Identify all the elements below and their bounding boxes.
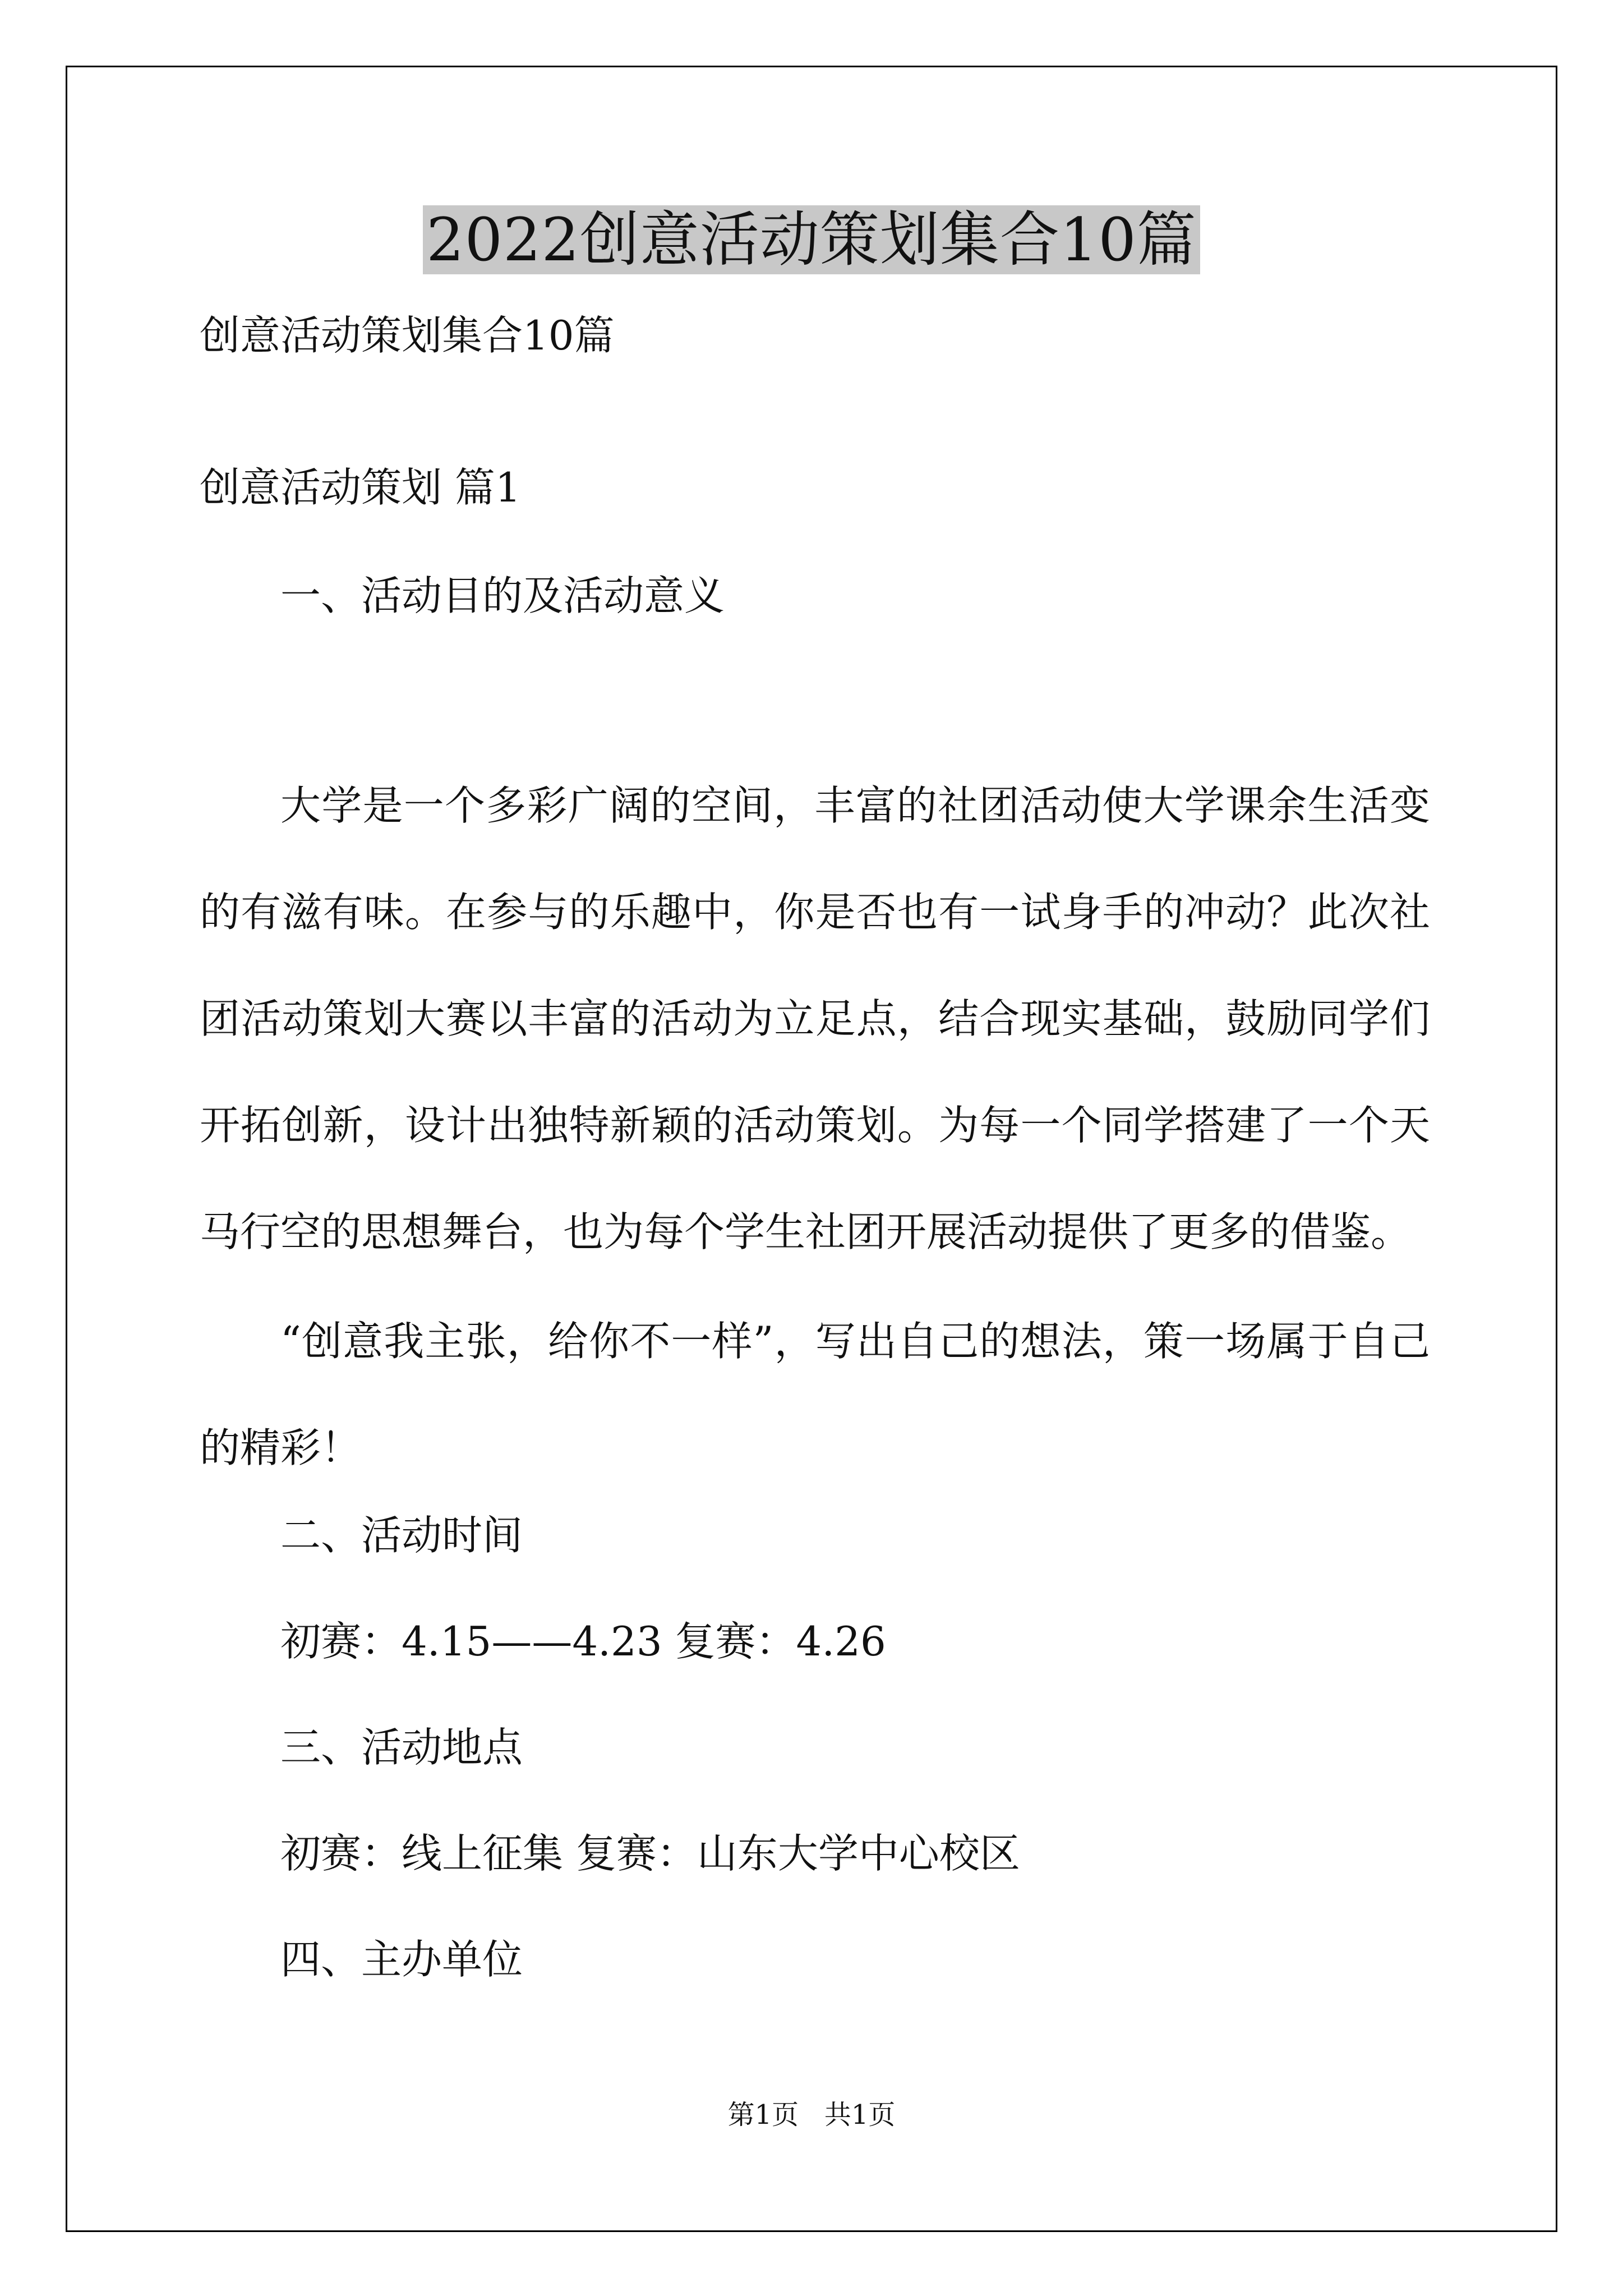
heading-organizer: 四、主办单位	[280, 1936, 523, 1983]
heading-place: 三、活动地点	[280, 1724, 523, 1771]
time-detail: 初赛：4.15——4.23 复赛：4.26	[280, 1618, 886, 1665]
document-title	[0, 202, 1623, 278]
heading-purpose: 一、活动目的及活动意义	[280, 572, 725, 619]
section-heading: 创意活动策划 篇1	[200, 464, 521, 511]
paragraph-slogan: “创意我主张，给你不一样”，写出自己的想法，策一场属于自己的精彩！	[200, 1318, 1430, 1471]
document-title-text: 2022创意活动策划集合10篇	[423, 205, 1200, 274]
place-detail: 初赛：线上征集 复赛：山东大学中心校区	[280, 1830, 1020, 1877]
paragraph-purpose: 大学是一个多彩广阔的空间，丰富的社团活动使大学课余生活变的有滋有味。在参与的乐趣中，你是否也有一试身手的冲动？此次社团活动策划大赛以丰富的活动为立足点，结合现实基础，鼓励同学们开拓创新，设计出独特新颖的活动策划。为每一个同学搭建了一个天马行空的思想舞台，也为每个学生社团开展活动提供了更多的借鉴。	[200, 782, 1430, 1255]
heading-time: 二、活动时间	[280, 1512, 523, 1559]
page-footer: 第1页 共1页	[727, 2099, 896, 2131]
document-subtitle: 创意活动策划集合10篇	[200, 312, 615, 359]
